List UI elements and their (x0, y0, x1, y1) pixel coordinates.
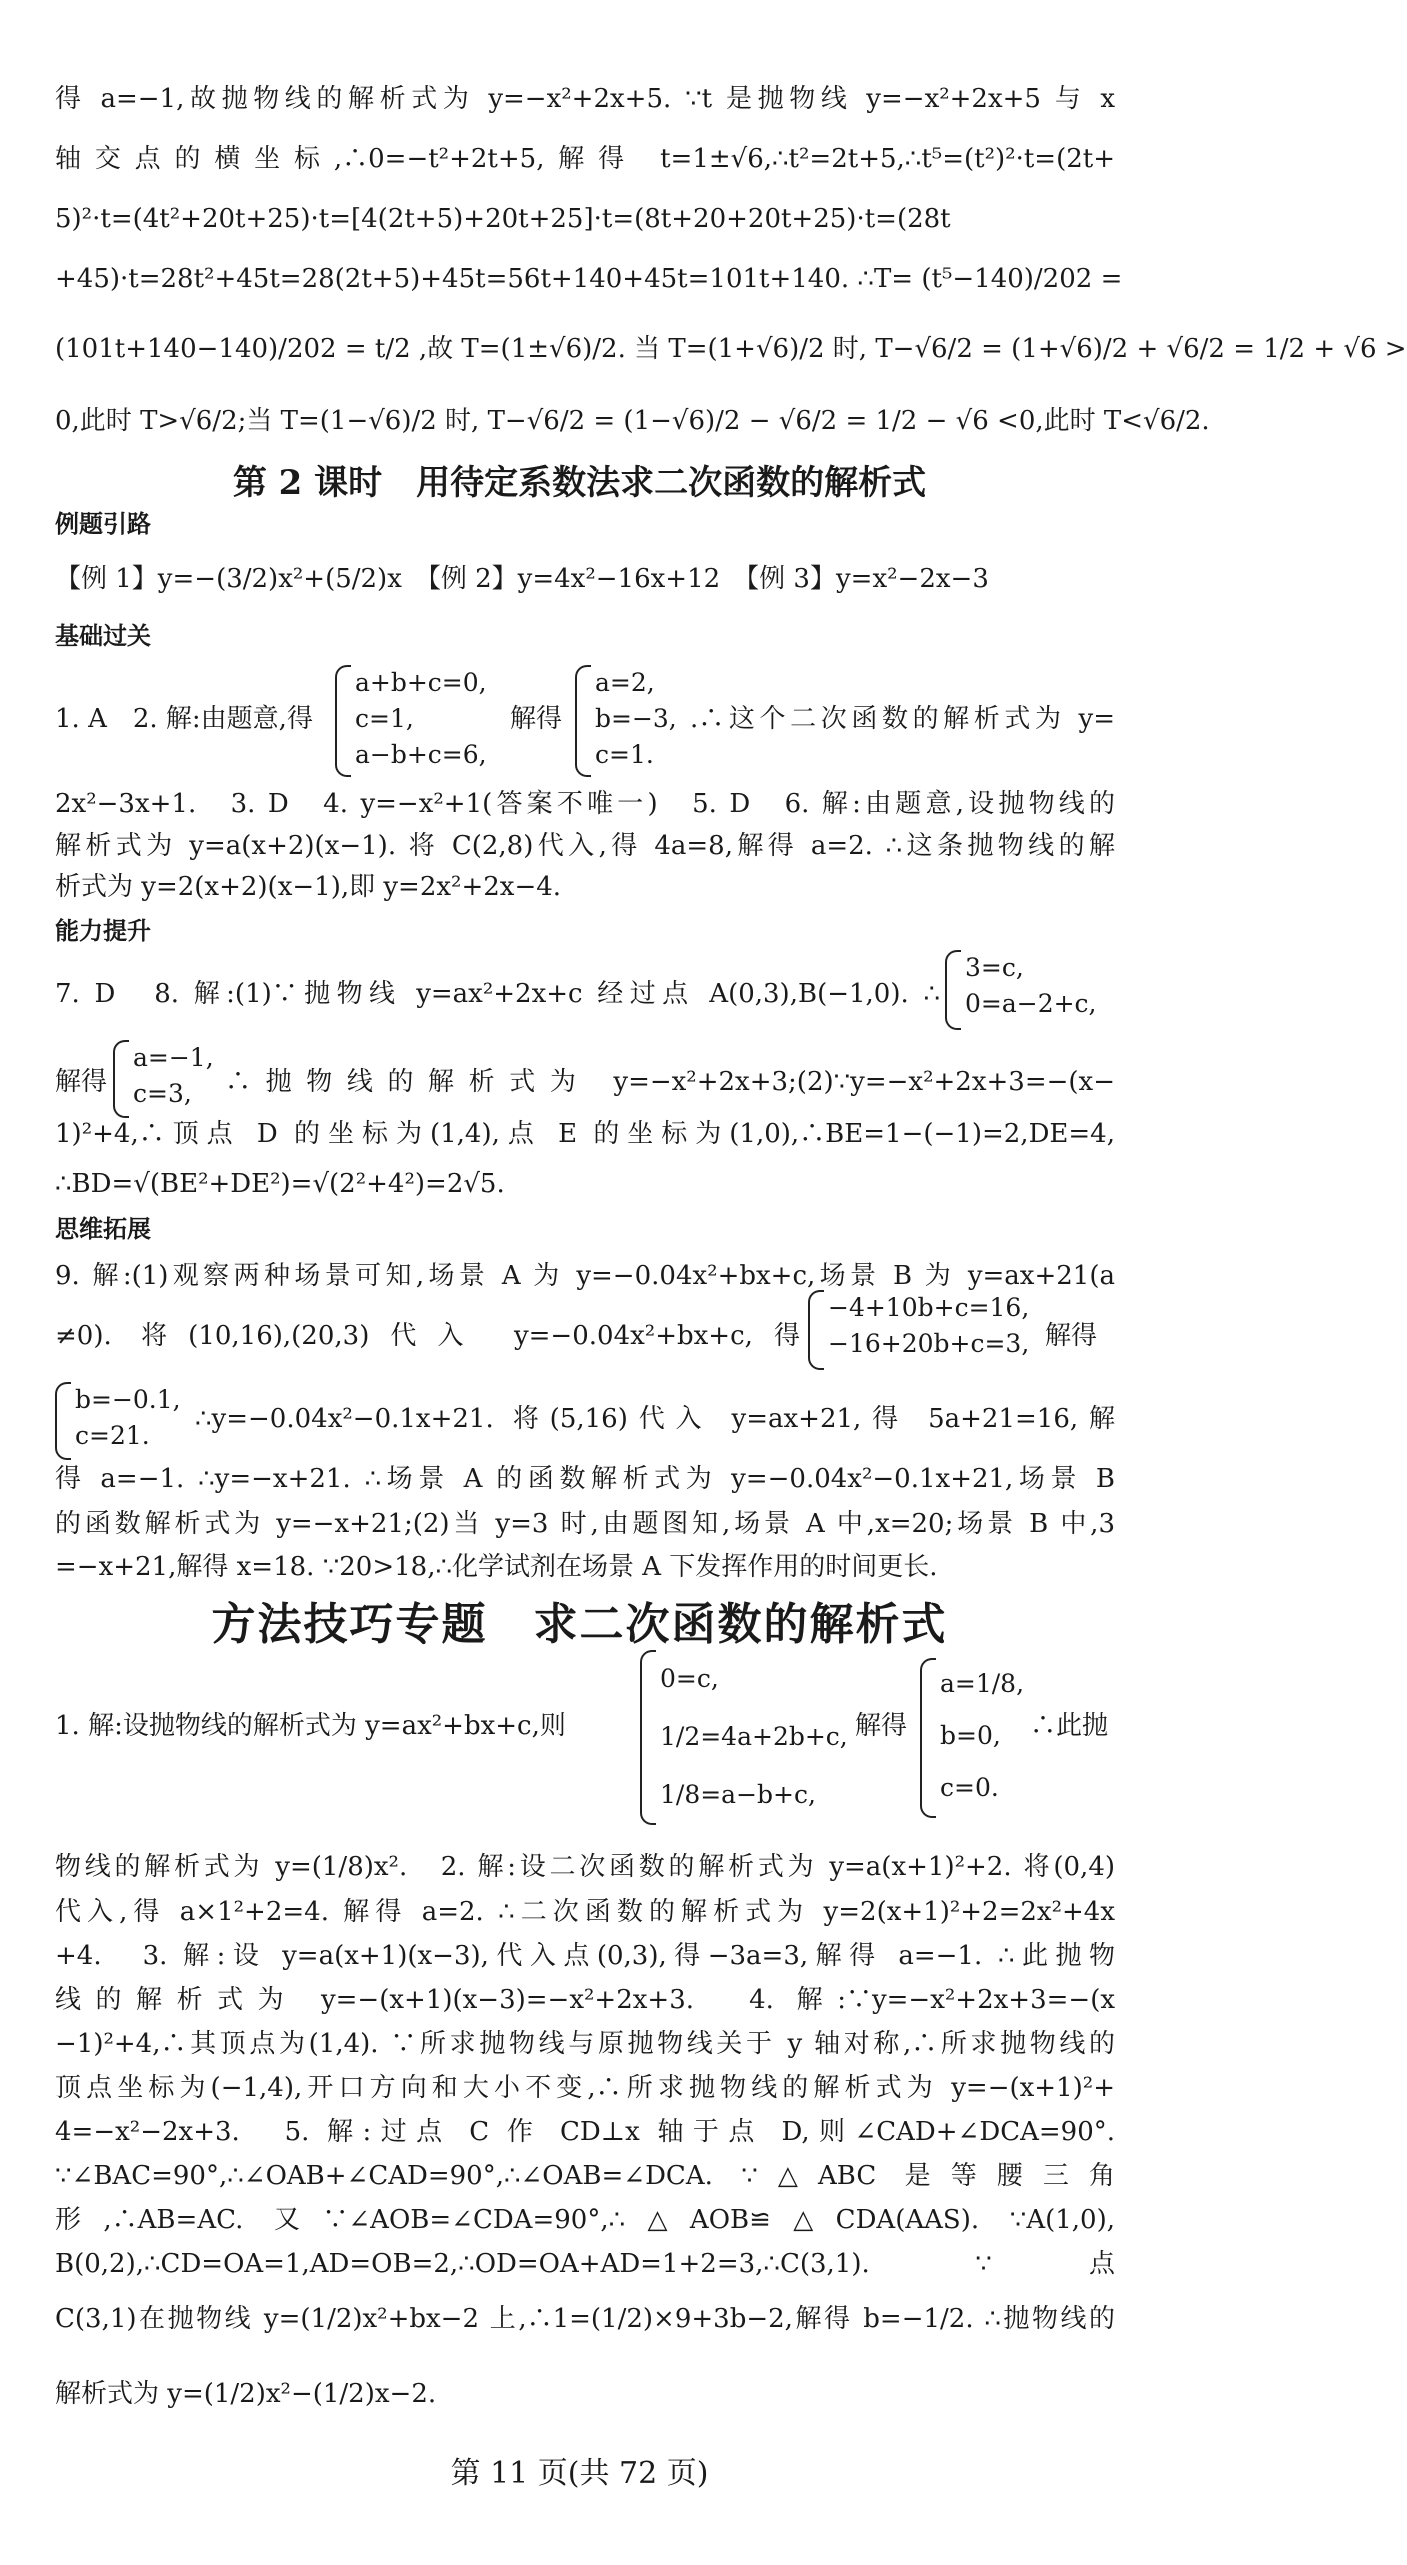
section-heading-thinking: 思维拓展 (55, 1215, 151, 1243)
equation: a=1/8, (940, 1669, 1025, 1698)
text-line: 轴交点的横坐标,∴0=−t²+2t+5,解得 t=1±√6,∴t²=2t+5,∴t⁵=(t²)²·t=(2t+ (55, 144, 1115, 174)
equation: 3=c, (965, 953, 1024, 982)
text-line: +4. 3. 解:设 y=a(x+1)(x−3),代入点(0,3),得−3a=3,解得 a=−1. ∴此抛物 (55, 1941, 1115, 1971)
page-footer: 第 11 页(共 72 页) (450, 2456, 709, 2491)
equation: a=−1, (133, 1043, 214, 1072)
text-line: 9. 解:(1)观察两种场景可知,场景 A 为 y=−0.04x²+bx+c,场景 B 为 y=ax+21(a (55, 1261, 1115, 1291)
basic-intro: 1. A 2. 解:由题意,得 (55, 704, 313, 734)
text-line: ∴BD=√(BE²+DE²)=√(2²+4²)=2√5. (55, 1169, 505, 1199)
text-line: 得 a=−1. ∴y=−x+21. ∴场景 A 的函数解析式为 y=−0.04x²−0.1x+21,场景 B (55, 1464, 1115, 1494)
solution-system (920, 1658, 1024, 1818)
text-line: −1)²+4,∴其顶点为(1,4). ∵所求抛物线与原抛物线关于 y 轴对称,∴所求抛物线的 (55, 2029, 1115, 2059)
equation: b=−0.1, (75, 1385, 181, 1414)
equation: a−b+c=6, (355, 740, 487, 769)
equation-system (945, 950, 1097, 1030)
section-heading-examples: 例题引路 (55, 510, 151, 538)
equation: b=0, (940, 1721, 1001, 1750)
equation: c=1. (595, 740, 654, 769)
solve-word: 解得 (1045, 1321, 1098, 1351)
text-line: B(0,2),∴CD=OA=1,AD=OB=2,∴OD=OA+AD=1+2=3,∴C(3,1). ∵点 (55, 2249, 1115, 2279)
examples-line: 【例 1】y=−(3/2)x²+(5/2)x 【例 2】y=4x²−16x+12 【例 3】y=x²−2x−3 (55, 564, 989, 594)
text-line: 形,∴AB=AC. 又∵∠AOB=∠CDA=90°,∴△AOB≌△CDA(AAS). ∵A(1,0), (55, 2205, 1115, 2235)
text-line: .∴这个二次函数的解析式为 y= (690, 704, 1115, 734)
text-line: 0,此时 T>√6/2;当 T=(1−√6)/2 时, T−√6/2 = (1−√6)/2 − √6/2 = 1/2 − √6 <0,此时 T<√6/2. (55, 406, 1210, 436)
text-line: 代入,得 a×1²+2=4. 解得 a=2. ∴二次函数的解析式为 y=2(x+1)²+2=2x²+4x (55, 1897, 1115, 1927)
equation-system (335, 665, 487, 777)
solution-system (113, 1040, 214, 1118)
brace (113, 1040, 129, 1118)
text-line: 1. 解:设抛物线的解析式为 y=ax²+bx+c,则 (55, 1711, 566, 1741)
text-line: 解析式为 y=a(x+2)(x−1). 将 C(2,8)代入,得 4a=8,解得 a=2. ∴这条抛物线的解 (55, 831, 1115, 861)
text-line: 线的解析式为 y=−(x+1)(x−3)=−x²+2x+3. 4. 解:∵y=−x²+2x+3=−(x (55, 1985, 1115, 2015)
equation: 1/2=4a+2b+c, (660, 1722, 848, 1751)
equation: 0=a−2+c, (965, 989, 1097, 1018)
lesson-title: 第 2 课时 用待定系数法求二次函数的解析式 (232, 463, 927, 503)
solution-system (55, 1382, 181, 1460)
equation: 1/8=a−b+c, (660, 1780, 816, 1809)
text-line: =−x+21,解得 x=18. ∵20>18,∴化学试剂在场景 A 下发挥作用的时间更长. (55, 1552, 938, 1582)
text-line: 解析式为 y=(1/2)x²−(1/2)x−2. (55, 2379, 437, 2409)
text-line: 5)²·t=(4t²+20t+25)·t=[4(2t+5)+20t+25]·t=(8t+20+20t+25)·t=(28t (55, 204, 951, 234)
text-line: 顶点坐标为(−1,4),开口方向和大小不变,∴所求抛物线的解析式为 y=−(x+1)²+ (55, 2073, 1115, 2103)
equation-system (808, 1290, 1029, 1370)
text-line: 的函数解析式为 y=−x+21;(2)当 y=3 时,由题图知,场景 A 中,x=20;场景 B 中,3 (55, 1509, 1115, 1539)
equation: c=0. (940, 1773, 999, 1802)
text-line: ≠0). 将(10,16),(20,3)代入 y=−0.04x²+bx+c,得 (55, 1321, 800, 1351)
equation: c=3, (133, 1079, 192, 1108)
equation: −16+20b+c=3, (828, 1329, 1030, 1358)
equation: c=1, (355, 704, 414, 733)
text-line: +45)·t=28t²+45t=28(2t+5)+45t=56t+140+45t=101t+140. ∴T= (t⁵−140)/202 = (55, 264, 1123, 294)
text-line: C(3,1)在抛物线 y=(1/2)x²+bx−2 上,∴1=(1/2)×9+3b−2,解得 b=−1/2. ∴抛物线的 (55, 2304, 1115, 2334)
section-heading-ability: 能力提升 (55, 917, 151, 945)
text-line: 7. D 8. 解:(1)∵抛物线 y=ax²+2x+c 经过点 A(0,3),B(−1,0). ∴ (55, 979, 940, 1009)
brace (640, 1650, 656, 1825)
brace (575, 665, 591, 777)
equation: b=−3, (595, 704, 677, 733)
text-line: (101t+140−140)/202 = t/2 ,故 T=(1±√6)/2. 当 T=(1+√6)/2 时, T−√6/2 = (1+√6)/2 + √6/2 = 1/2 + √6 > (55, 334, 1407, 364)
equation: c=21. (75, 1421, 150, 1450)
solve-word: 解得 (510, 704, 563, 734)
text-line: 物线的解析式为 y=(1/8)x². 2. 解:设二次函数的解析式为 y=a(x+1)²+2. 将(0,4) (55, 1852, 1115, 1882)
text-line: ∴抛物线的解析式为 y=−x²+2x+3;(2)∵y=−x²+2x+3=−(x− (225, 1067, 1115, 1097)
text-line: 1)²+4,∴顶点 D 的坐标为(1,4),点 E 的坐标为(1,0),∴BE=1−(−1)=2,DE=4, (55, 1119, 1115, 1149)
solution-system (575, 665, 677, 777)
equation: 0=c, (660, 1664, 719, 1693)
equation-system (640, 1650, 848, 1825)
text-line: 析式为 y=2(x+2)(x−1),即 y=2x²+2x−4. (55, 872, 562, 902)
text-line: 得 a=−1,故抛物线的解析式为 y=−x²+2x+5. ∵t 是抛物线 y=−x²+2x+5 与 x (55, 84, 1115, 114)
brace (808, 1290, 824, 1370)
brace (335, 665, 351, 777)
brace (945, 950, 961, 1030)
section-heading-basic: 基础过关 (55, 622, 151, 650)
text-line: ∴y=−0.04x²−0.1x+21. 将(5,16)代入 y=ax+21,得 5a+21=16,解 (195, 1404, 1115, 1434)
equation: a=2, (595, 668, 655, 697)
text-line: ∴此抛 (1030, 1711, 1109, 1741)
text-line: 4=−x²−2x+3. 5. 解:过点 C 作 CD⊥x 轴于点 D,则∠CAD+∠DCA=90°. (55, 2117, 1115, 2147)
brace (920, 1658, 936, 1818)
text-line: ∵∠BAC=90°,∴∠OAB+∠CAD=90°,∴∠OAB=∠DCA. ∵△ABC 是等腰三角 (55, 2161, 1115, 2191)
topic-title: 方法技巧专题 求二次函数的解析式 (211, 1599, 948, 1650)
solve-word: 解得 (855, 1711, 908, 1741)
solve-word: 解得 (55, 1067, 108, 1097)
text-line: 2x²−3x+1. 3. D 4. y=−x²+1(答案不唯一) 5. D 6. 解:由题意,设抛物线的 (55, 789, 1115, 819)
equation: a+b+c=0, (355, 668, 487, 697)
brace (55, 1382, 71, 1460)
equation: −4+10b+c=16, (828, 1293, 1030, 1322)
